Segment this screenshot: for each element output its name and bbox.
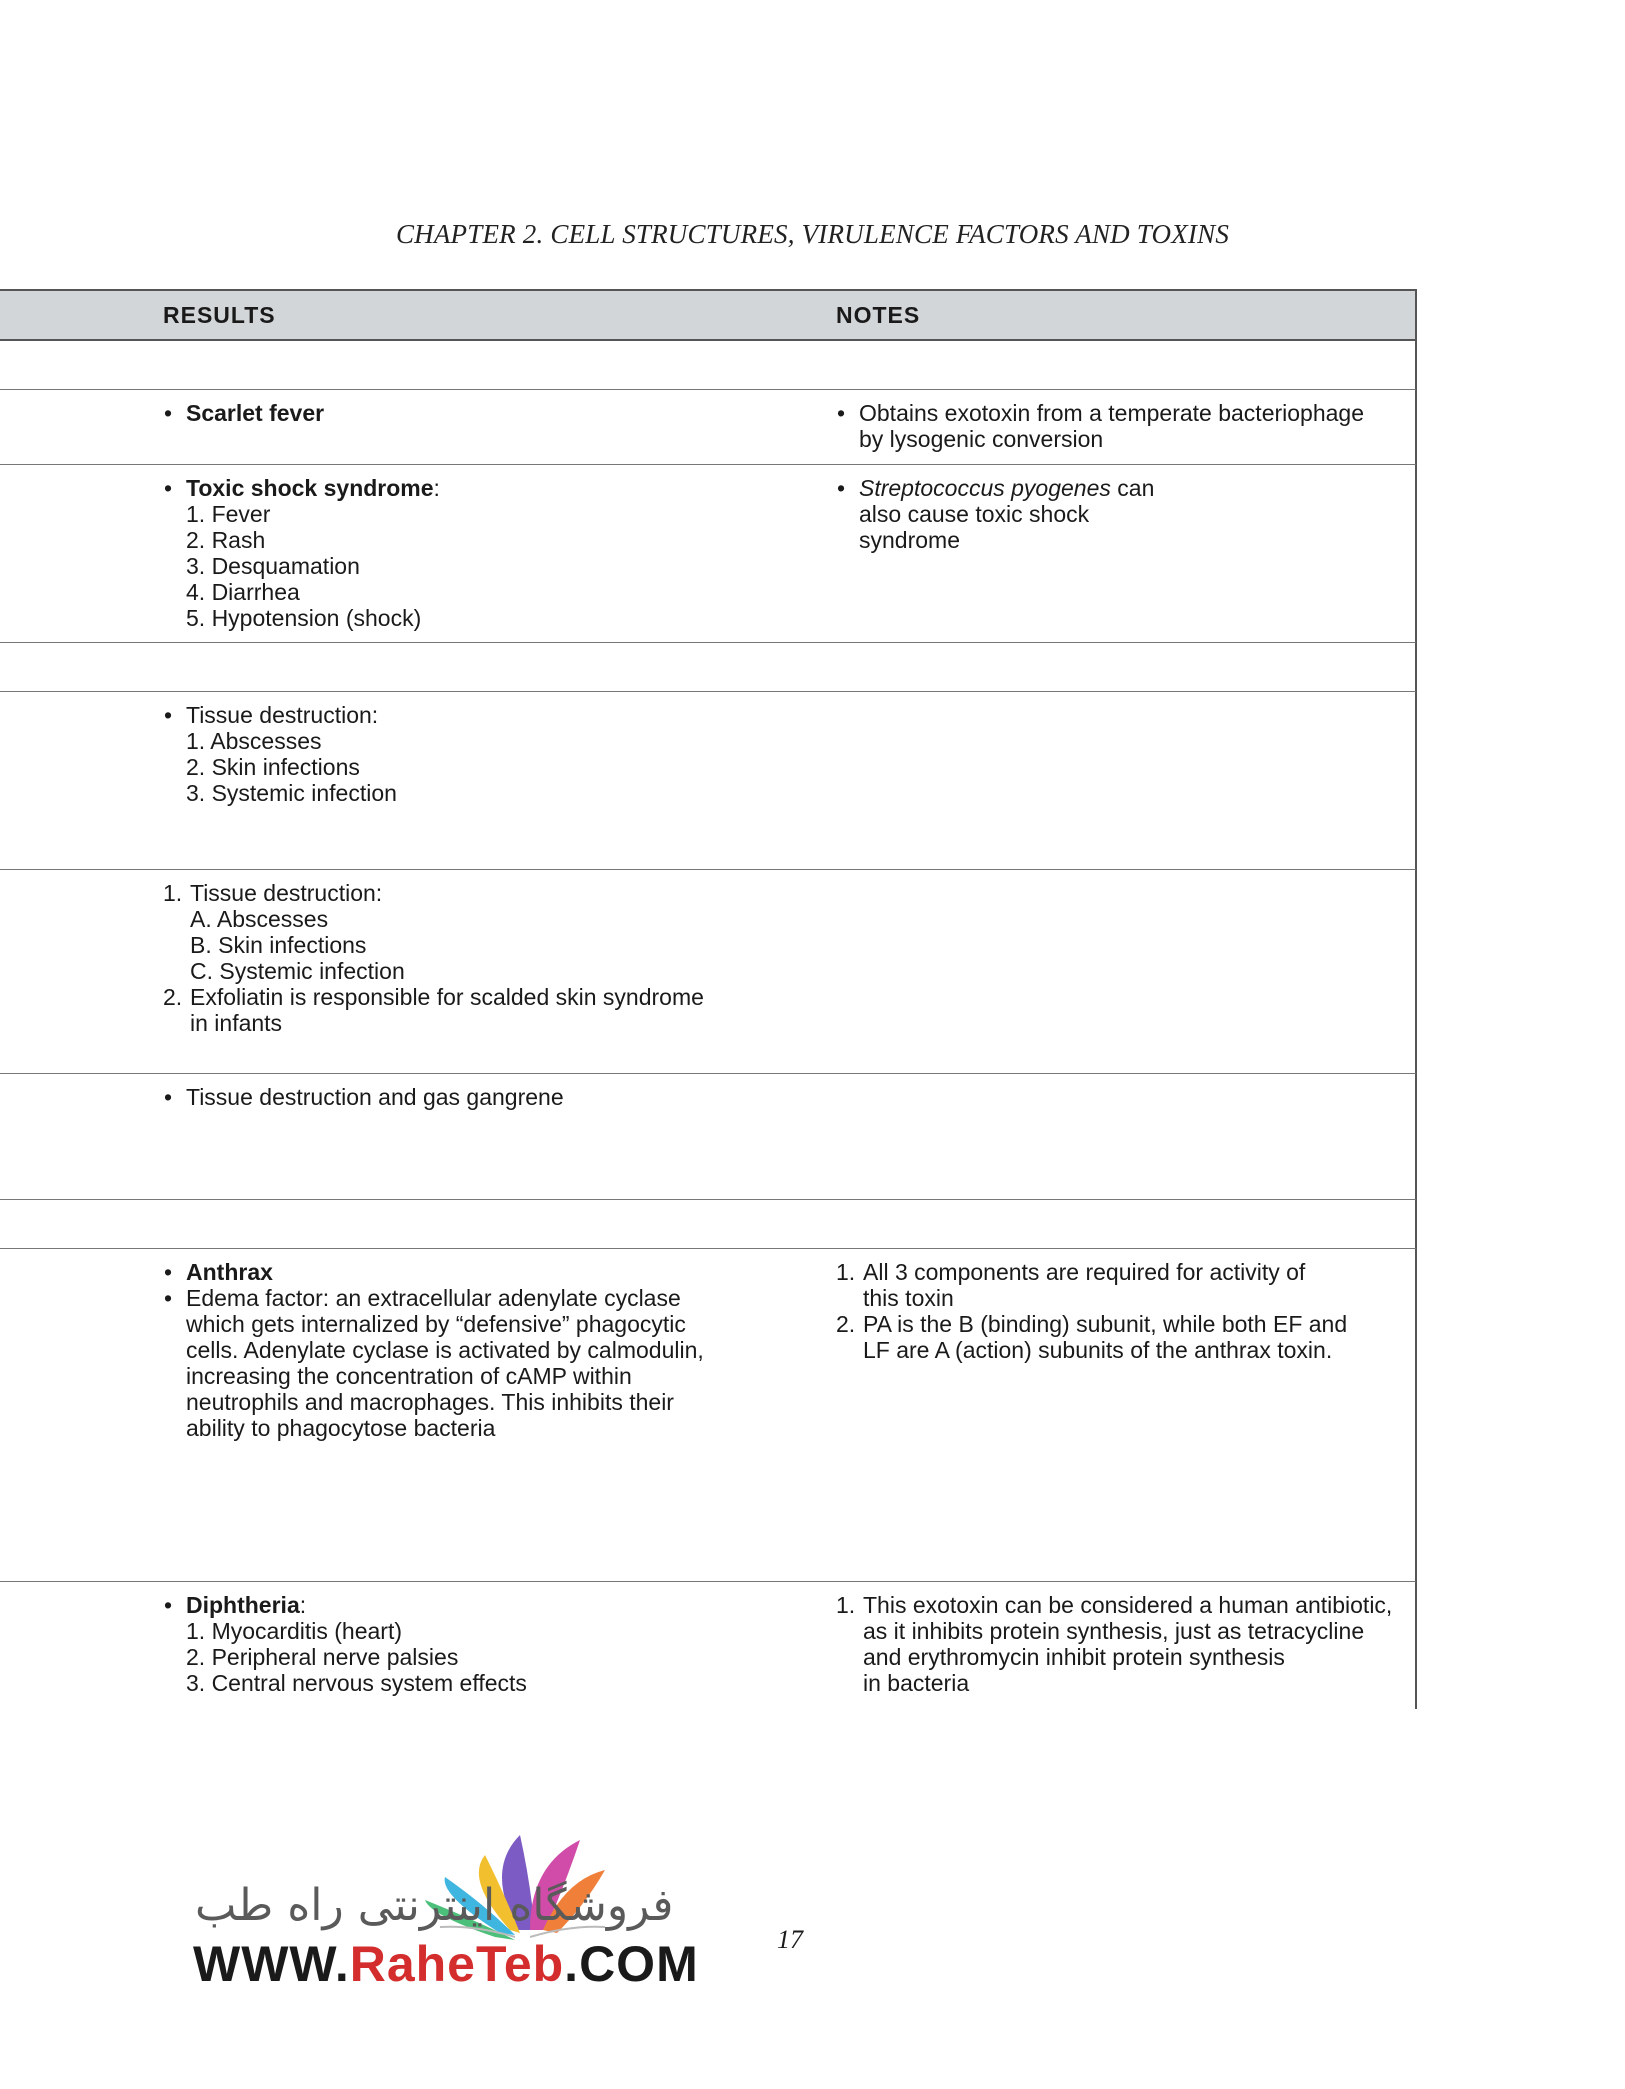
- table-row: [0, 870, 1417, 1074]
- notes-cell: [836, 1592, 1396, 1696]
- list-item: 5. Hypotension (shock): [186, 605, 422, 631]
- notes-cell: [836, 475, 1396, 553]
- list-item: • Tissue destruction and gas gangrene: [163, 1084, 723, 1110]
- store-name-persian: فروشگاه اینترنتی راه طب: [195, 1880, 674, 1931]
- table-row: [0, 643, 1417, 692]
- results-cell: [163, 1259, 723, 1441]
- table-row: [0, 341, 1417, 390]
- list-item: 2. PA is the B (binding) subunit, while both EF and LF are A (action) subunits of the anthrax toxin.: [836, 1311, 1348, 1363]
- results-column-header: RESULTS: [163, 302, 276, 328]
- results-cell: [163, 1084, 723, 1110]
- table-row: [0, 465, 1417, 643]
- list-item: • Streptococcus pyogenes can also cause toxic shock syndrome: [836, 475, 1396, 553]
- list-item: 1. Myocarditis (heart): [186, 1618, 403, 1644]
- table-row: [0, 692, 1417, 870]
- table-row: [0, 1074, 1417, 1200]
- list-item: • Toxic shock syndrome:: [163, 475, 723, 501]
- results-cell: [163, 1592, 723, 1696]
- results-cell: [163, 475, 723, 631]
- list-item: 1. Tissue destruction:: [163, 880, 383, 906]
- list-item: • Anthrax: [163, 1259, 723, 1285]
- page-number: 17: [777, 1925, 803, 1954]
- table-header: [0, 289, 1417, 341]
- results-cell: [163, 400, 723, 426]
- table-row: [0, 1249, 1417, 1582]
- list-item: 1. This exotoxin can be considered a human antibiotic, as it inhibits protein synthesis, just as tetracycline and erythromycin inhibit protein synthesis in bacteria: [836, 1592, 1393, 1696]
- list-item: 4. Diarrhea: [186, 579, 300, 605]
- table-row: [0, 1582, 1417, 1709]
- notes-cell: [836, 400, 1396, 452]
- notes-column-header: NOTES: [836, 302, 921, 328]
- list-item: 3. Central nervous system effects: [186, 1670, 527, 1696]
- list-item: • Diphtheria:: [163, 1592, 723, 1618]
- results-cell: [163, 702, 723, 806]
- list-item: A. Abscesses: [190, 906, 329, 932]
- table-row: [0, 1200, 1417, 1249]
- list-item: C. Systemic infection: [190, 958, 405, 984]
- list-item: 2. Peripheral nerve palsies: [186, 1644, 459, 1670]
- table-row: [0, 390, 1417, 465]
- list-item: • Obtains exotoxin from a temperate bacteriophage by lysogenic conversion: [836, 400, 1396, 452]
- list-item: 3. Systemic infection: [186, 780, 397, 806]
- list-item: 2. Skin infections: [186, 754, 360, 780]
- list-item: B. Skin infections: [190, 932, 367, 958]
- results-notes-table: [0, 289, 1417, 1709]
- list-item: in infants: [190, 1010, 283, 1036]
- list-item: 2. Exfoliatin is responsible for scalded skin syndrome: [163, 984, 704, 1010]
- list-item: • Tissue destruction:: [163, 702, 723, 728]
- list-item: 2. Rash: [186, 527, 266, 553]
- results-cell: [163, 880, 723, 1036]
- list-item: 1. Fever: [186, 501, 271, 527]
- website-url: WWW.RaheTeb.COM: [193, 1936, 699, 1992]
- list-item: 1. Abscesses: [186, 728, 322, 754]
- list-item: • Edema factor: an extracellular adenylate cyclase which gets internalized by “defensive” phagocytic cells. Adenylate cyclase is activated by calmodulin, increasing the concentration of cAMP within neutrophils and macrophages. This inhibits their ability to phagocytose bacteria: [163, 1285, 723, 1441]
- list-item: • Scarlet fever: [163, 400, 723, 426]
- notes-cell: [836, 1259, 1396, 1363]
- chapter-header: CHAPTER 2. CELL STRUCTURES, VIRULENCE FACTORS AND TOXINS: [395, 219, 1230, 249]
- list-item: 1. All 3 components are required for activity of this toxin: [836, 1259, 1306, 1311]
- list-item: 3. Desquamation: [186, 553, 360, 579]
